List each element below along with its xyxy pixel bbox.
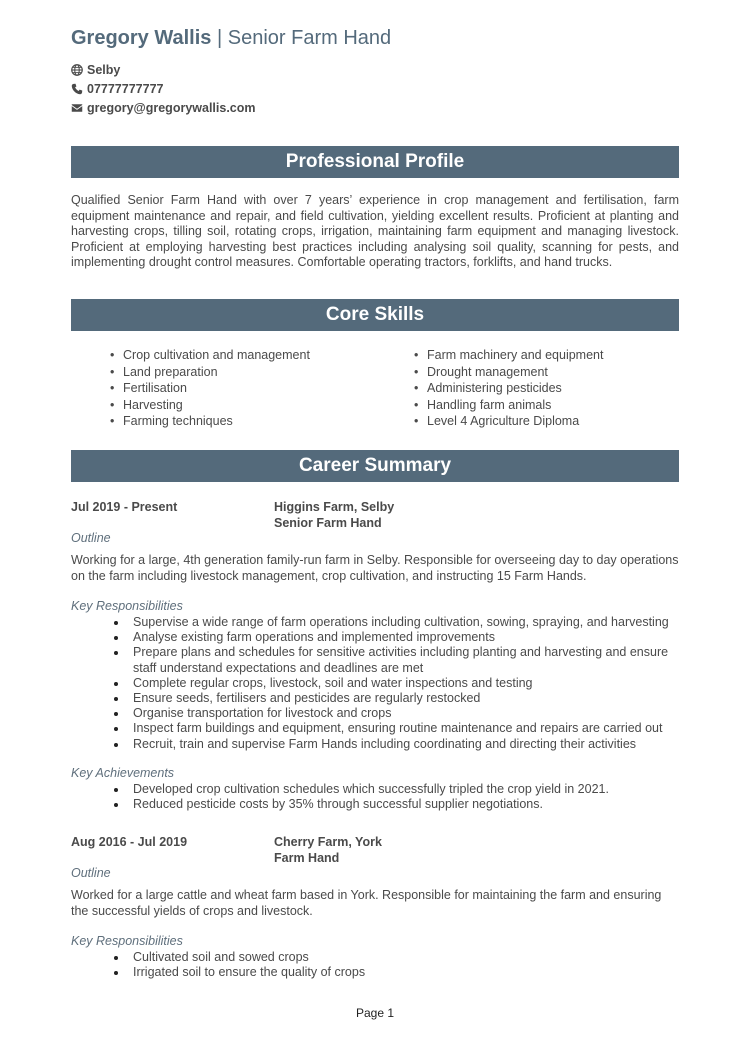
skills-list-right (414, 347, 603, 430)
list-item: Complete regular crops, livestock, soil and water inspections and testing (111, 676, 681, 691)
career-heading: Career Summary (71, 450, 679, 482)
job-outline: Worked for a large cattle and wheat farm based in York. Responsible for maintaining the farm and ensuring the successful yields of crops and livestock. (71, 888, 662, 918)
role-title: Farm Hand (274, 850, 340, 865)
skill-item: • Handling farm animals (414, 397, 603, 414)
job-outline: Working for a large, 4th generation family-run farm in Selby. Responsible for overseeing day to day operations on the farm including livestock management, crop cultivation, and instructing 15 Farm Hands. (71, 553, 679, 583)
contact-phone (71, 82, 163, 96)
responsibilities-label: Key Responsibilities (71, 934, 183, 948)
achievements-label: Key Achievements (71, 766, 175, 780)
list-item: Recruit, train and supervise Farm Hands including coordinating and directing their activities (111, 737, 681, 752)
phone-text: 07777777777 (87, 82, 164, 96)
list-item: Irrigated soil to ensure the quality of crops (111, 965, 681, 980)
skill-item: • Administering pesticides (414, 380, 603, 397)
job-dates: Jul 2019 - Present (71, 500, 178, 514)
skill-item: • Crop cultivation and management (110, 347, 310, 364)
title-separator: | (211, 27, 228, 49)
list-item: Organise transportation for livestock and crops (111, 706, 681, 721)
skill-item: • Land preparation (110, 364, 310, 381)
outline-label: Outline (71, 866, 111, 880)
job-employer (274, 835, 382, 866)
achievements-list (111, 782, 681, 812)
skill-item: • Level 4 Agriculture Diploma (414, 413, 603, 430)
skill-item: • Farming techniques (110, 413, 310, 430)
list-item: Analyse existing farm operations and implemented improvements (111, 630, 681, 645)
job-dates: Aug 2016 - Jul 2019 (71, 835, 188, 849)
company-name: Higgins Farm, Selby (274, 500, 395, 514)
page-number: Page 1 (355, 1006, 395, 1020)
skills-list-left (110, 347, 310, 430)
phone-icon (71, 83, 83, 95)
outline-label: Outline (71, 531, 111, 545)
list-item: Reduced pesticide costs by 35% through successful supplier negotiations. (111, 797, 681, 812)
page-title (71, 27, 391, 50)
responsibilities-label: Key Responsibilities (71, 599, 183, 613)
company-name: Cherry Farm, York (274, 835, 382, 849)
list-item: Developed crop cultivation schedules which successfully tripled the crop yield in 2021. (111, 782, 681, 797)
list-item: Prepare plans and schedules for sensitive activities including planting and harvesting and ensure staff understand expectations and deadlines are met (111, 645, 681, 675)
list-item: Inspect farm buildings and equipment, ensuring routine maintenance and repairs are carried out (111, 721, 681, 736)
location-text: Selby (87, 63, 121, 77)
skill-item: • Fertilisation (110, 380, 310, 397)
profile-heading: Professional Profile (71, 146, 679, 178)
envelope-icon (71, 102, 83, 114)
skill-item: • Harvesting (110, 397, 310, 414)
list-item: Ensure seeds, fertilisers and pesticides are regularly restocked (111, 691, 681, 706)
contact-location (71, 63, 120, 77)
skills-heading: Core Skills (71, 299, 679, 331)
contact-email (71, 101, 256, 115)
candidate-name: Gregory Wallis (71, 27, 212, 49)
globe-icon (71, 64, 83, 76)
profile-text: Qualified Senior Farm Hand with over 7 years’ experience in crop management and fertilisation, farm equipment maintenance and repair, and field cultivation, yielding excellent results. Proficient at planting and harvesting crops, tilling soil, rotating crops, irrigation, maintaining farm equipment and managing livestock. Proficient at employing harvesting best practices including analysing soil quality, scanning for pests, and implementing drought control measures. Comfortable operating tractors, forklifts, and hand trucks. (71, 193, 679, 269)
list-item: Supervise a wide range of farm operations including cultivation, sowing, spraying, and harvesting (111, 615, 681, 630)
list-item: Cultivated soil and sowed crops (111, 950, 681, 965)
skill-item: • Farm machinery and equipment (414, 347, 603, 364)
responsibilities-list (111, 950, 681, 980)
job-title: Senior Farm Hand (227, 27, 392, 49)
responsibilities-list (111, 615, 681, 752)
job-employer (274, 500, 394, 531)
role-title: Senior Farm Hand (274, 515, 382, 530)
skill-item: • Drought management (414, 364, 603, 381)
email-link[interactable]: gregory@gregorywallis.com (87, 101, 256, 115)
